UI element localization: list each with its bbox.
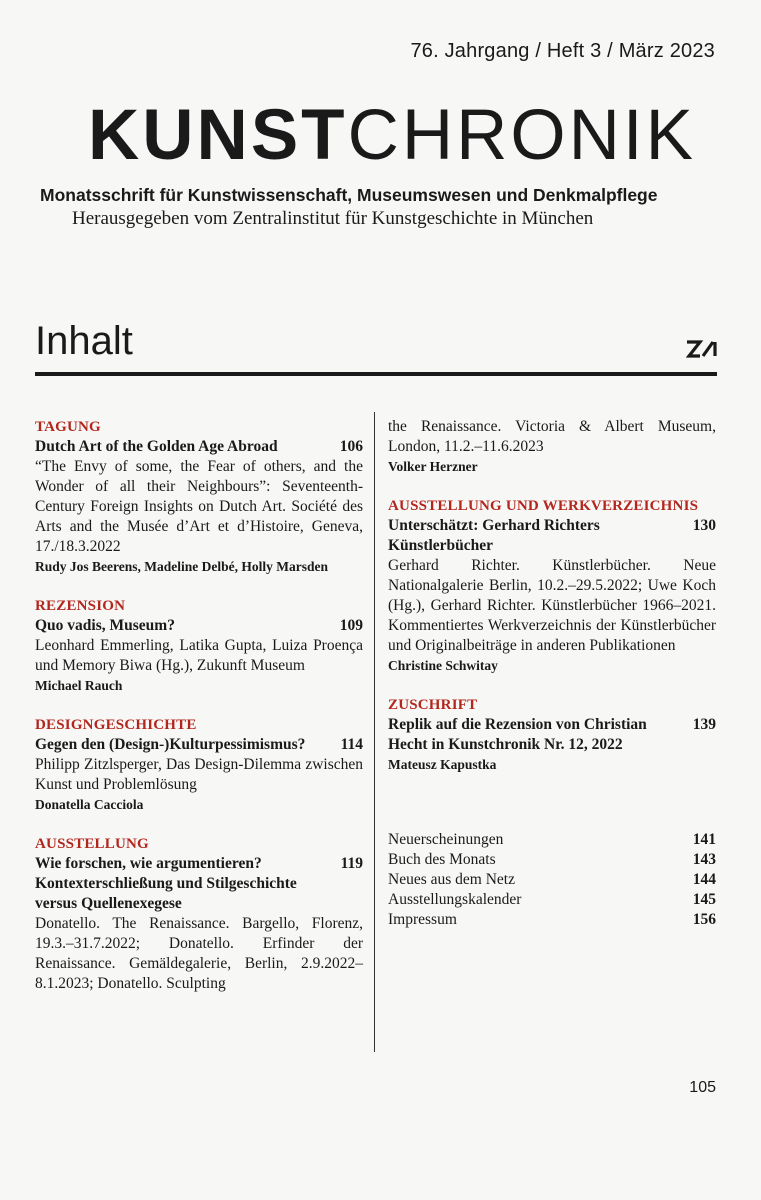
index-row[interactable] <box>388 850 716 870</box>
toc-entry[interactable] <box>388 496 716 676</box>
entry-author: Mateusz Kapustka <box>388 757 497 772</box>
masthead-light: CHRONIK <box>347 96 696 175</box>
masthead-subtitle: Monatsschrift für Kunstwissenschaft, Museumswesen und Denkmalpflege <box>40 185 658 205</box>
index-page-number: 143 <box>692 851 716 868</box>
entry-category: ZUSCHRIFT <box>388 697 478 713</box>
entry-description: Leonhard Emmerling, Latika Gupta, Luiza Proença und Memory Biwa (Hg.), Zukunft Museum <box>35 637 363 674</box>
toc-entry[interactable] <box>35 596 363 696</box>
entry-page-number: 130 <box>692 517 716 534</box>
entry-headline: Wie forschen, wie argumentieren? Kontexterschließung und Stilgeschichte versus Quellenexegese <box>35 855 297 912</box>
index-label: Impressum <box>388 911 457 928</box>
index-row[interactable] <box>388 870 716 890</box>
entry-author: Volker Herzner <box>388 459 478 474</box>
masthead-bold: KUNST <box>88 96 348 175</box>
index-page-number: 145 <box>692 891 716 908</box>
toc-entry-continuation[interactable] <box>388 417 716 477</box>
entry-author: Michael Rauch <box>35 678 123 693</box>
toc-entry[interactable] <box>35 417 363 577</box>
entry-category: DESIGNGESCHICHTE <box>35 717 197 733</box>
entry-category: AUSSTELLUNG UND WERKVERZEICHNIS <box>388 498 699 514</box>
masthead-title <box>88 96 696 176</box>
index-label: Neuerscheinungen <box>388 831 504 848</box>
entry-page-number: 139 <box>692 716 716 733</box>
entry-category: AUSSTELLUNG <box>35 836 149 852</box>
toc-title: Inhalt <box>35 319 133 363</box>
toc-entry[interactable] <box>35 715 363 815</box>
index-row[interactable] <box>388 910 716 930</box>
entry-page-number: 114 <box>340 736 363 753</box>
entry-description: Philipp Zitzlsperger, Das Design-Dilemma zwischen Kunst und Problemlösung <box>35 756 363 793</box>
index-row[interactable] <box>388 830 716 850</box>
entry-page-number: 119 <box>340 855 363 872</box>
index-label: Ausstellungskalender <box>388 891 522 908</box>
toc-entry[interactable] <box>35 834 363 994</box>
entry-author: Donatella Cacciola <box>35 797 144 812</box>
entry-description: Donatello. The Renaissance. Bargello, Florenz, 19.3.–31.7.2022; Donatello. Erfinder der Renaissance. Gemäldegalerie, Berlin, 2.9.2022–8.1.2023; Donatello. Sculpting <box>35 915 363 992</box>
index-label: Buch des Monats <box>388 851 496 868</box>
zi-logo-icon <box>686 340 718 358</box>
index-row[interactable] <box>388 890 716 910</box>
issue-line: 76. Jahrgang / Heft 3 / März 2023 <box>410 40 715 62</box>
entry-page-number: 109 <box>339 617 363 634</box>
entry-author: Rudy Jos Beerens, Madeline Delbé, Holly Marsden <box>35 559 328 574</box>
publisher-line: Herausgegeben vom Zentralinstitut für Kunstgeschichte in München <box>72 208 594 229</box>
entry-category: TAGUNG <box>35 419 101 435</box>
entry-headline: Gegen den (Design-)Kulturpessimismus? <box>35 736 306 753</box>
toc-entry[interactable] <box>388 695 716 775</box>
entry-page-number: 106 <box>339 438 363 455</box>
title-rule <box>35 372 717 376</box>
entry-description: Gerhard Richter. Künstlerbücher. Neue Nationalgalerie Berlin, 10.2.–29.5.2022; Uwe Koch (Hg.), Gerhard Richter. Künstlerbücher 1966–2021. Kommentiertes Werkverzeichnis der Künstlerbücher und Originalbeiträge in anderen Publikationen <box>388 557 716 654</box>
index-page-number: 141 <box>692 831 716 848</box>
entry-category: REZENSION <box>35 598 126 614</box>
entry-headline: Replik auf die Rezension von Christian Hecht in Kunstchronik Nr. 12, 2022 <box>388 716 647 753</box>
index-page-number: 156 <box>692 911 716 928</box>
entry-headline: Dutch Art of the Golden Age Abroad <box>35 438 278 455</box>
entry-description: the Renaissance. Victoria & Albert Museum, London, 11.2.–11.6.2023 <box>388 418 716 455</box>
index-list <box>388 830 716 930</box>
index-label: Neues aus dem Netz <box>388 871 515 888</box>
page-number: 105 <box>689 1079 716 1096</box>
entry-headline: Quo vadis, Museum? <box>35 617 175 634</box>
entry-headline: Unterschätzt: Gerhard Richters Künstlerbücher <box>388 517 600 554</box>
entry-description: “The Envy of some, the Fear of others, and the Wonder of all their Neighbours”: Seventeenth-Century Foreign Insights on Dutch Art. Société des Arts and the Musée d’Art et d’Histoire, Geneva, 17./18.3.2022 <box>35 458 363 555</box>
toc-right-column <box>388 417 716 930</box>
index-page-number: 144 <box>692 871 716 888</box>
column-divider <box>374 412 375 1052</box>
toc-left-column <box>35 417 363 1013</box>
entry-author: Christine Schwitay <box>388 658 498 673</box>
